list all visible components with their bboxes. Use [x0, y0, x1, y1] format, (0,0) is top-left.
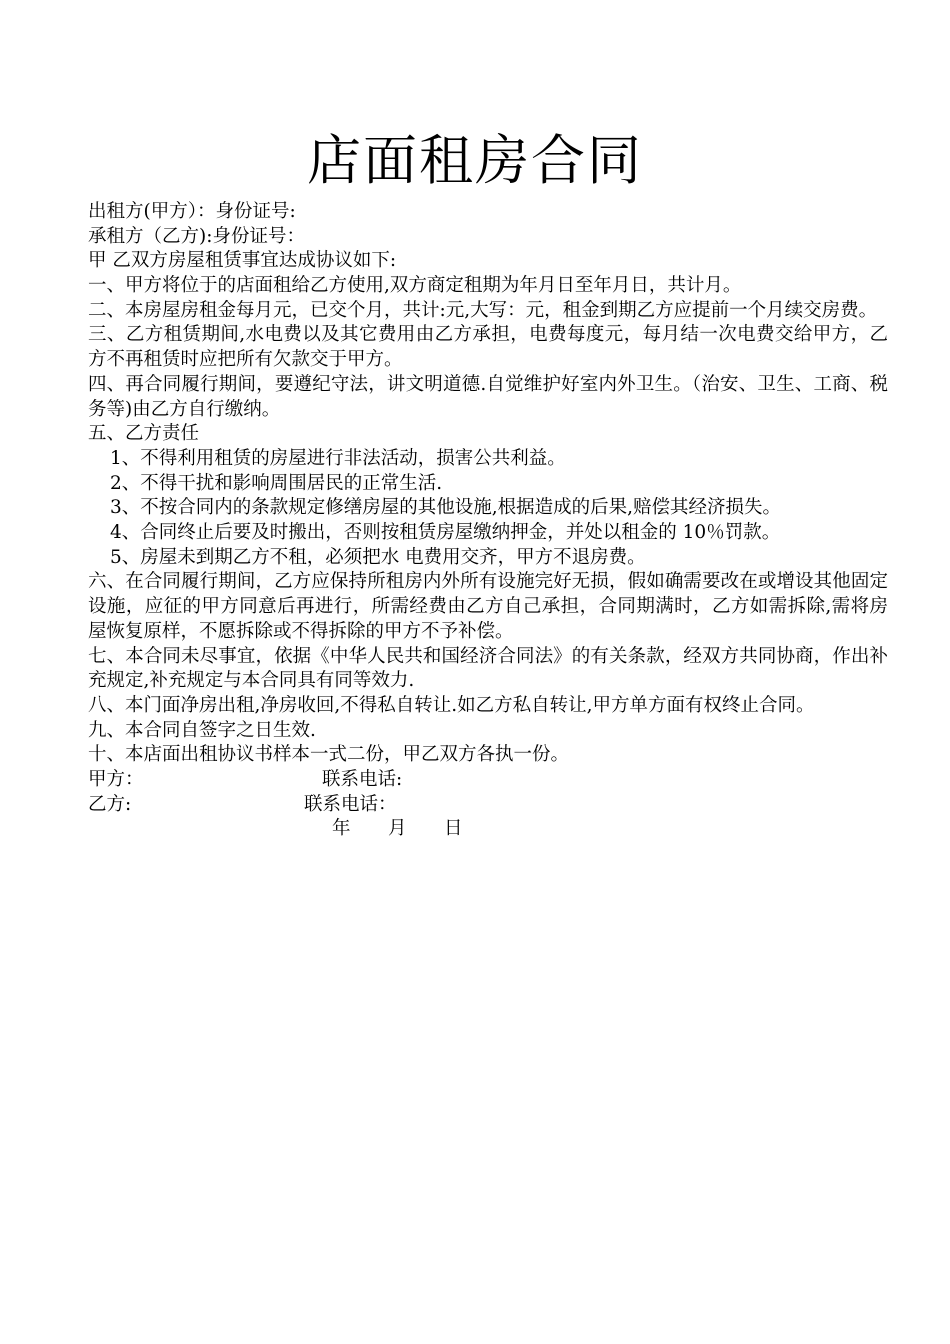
- responsibility-2: 2、不得干扰和影响周围居民的正常生活.: [110, 472, 443, 494]
- date-row: [88, 817, 888, 842]
- responsibility-5: 5、房屋未到期乙方不租，必须把水 电费用交齐，甲方不退房费。: [110, 546, 646, 568]
- clause-6: 六、在合同履行期间，乙方应保持所租房内外所有设施完好无损，假如确需要改在或增设其他固定设施，应征的甲方同意后再进行，所需经费由乙方自己承担，合同期满时，乙方如需拆除,需将房屋恢复原样，不愿拆除或不得拆除的甲方不予补偿。: [88, 571, 888, 642]
- responsibility-1: 1、不得利用租赁的房屋进行非法活动，损害公共利益。: [110, 447, 566, 469]
- month-label: 月: [388, 818, 407, 840]
- party-b-phone-label: 联系电话：: [304, 793, 397, 815]
- document-title: 店面租房合同: [307, 129, 643, 192]
- party-a-label: 甲方：: [88, 769, 144, 791]
- clause-3: 三、乙方租赁期间,水电费以及其它费用由乙方承担，电费每度元，每月结一次电费交给甲方，乙方不再租赁时应把所有欠款交于甲方。: [88, 324, 888, 371]
- clause-2: 二、本房屋房租金每月元，已交个月，共计:元,大写：元，租金到期乙方应提前一个月续交房费。: [88, 299, 878, 321]
- year-label: 年: [332, 818, 351, 840]
- agreement-intro: 甲 乙双方房屋租赁事宜达成协议如下:: [88, 250, 397, 272]
- clause-10: 十、本店面出租协议书样本一式二份，甲乙双方各执一份。: [88, 744, 570, 766]
- clause-4: 四、再合同履行期间，要遵纪守法，讲文明道德.自觉维护好室内外卫生。（治安、卫生、工商、税务等)由乙方自行缴纳。: [88, 373, 888, 420]
- clause-1: 一、甲方将位于的店面租给乙方使用,双方商定租期为年月日至年月日，共计月。: [88, 275, 742, 297]
- lessor-line: 出租方(甲方）：身份证号:: [88, 201, 296, 222]
- lessee-line: 承租方（乙方):身份证号：: [88, 225, 305, 247]
- clause-7: 七、本合同未尽事宜，依据《中华人民共和国经济合同法》的有关条款，经双方共同协商，作出补充规定,补充规定与本合同具有同等效力.: [88, 645, 888, 692]
- party-b-label: 乙方:: [88, 793, 132, 815]
- party-a-signature-row: [88, 768, 888, 793]
- clause-9: 九、本合同自签字之日生效.: [88, 719, 316, 741]
- document-body: [88, 200, 888, 842]
- party-b-signature-row: [88, 793, 888, 818]
- clause-8: 八、本门面净房出租,净房收回,不得私自转让.如乙方私自转让,甲方单方面有权终止合同。: [88, 695, 815, 716]
- responsibility-3: 3、不按合同内的条款规定修缮房屋的其他设施,根据造成的后果,赔偿其经济损失。: [110, 497, 782, 519]
- clause-5-heading: 五、乙方责任: [88, 423, 200, 445]
- responsibility-4: 4、合同终止后要及时搬出，否则按租赁房屋缴纳押金，并处以租金的 10％罚款。: [110, 522, 781, 544]
- day-label: 日: [444, 818, 463, 840]
- party-a-phone-label: 联系电话:: [322, 769, 403, 791]
